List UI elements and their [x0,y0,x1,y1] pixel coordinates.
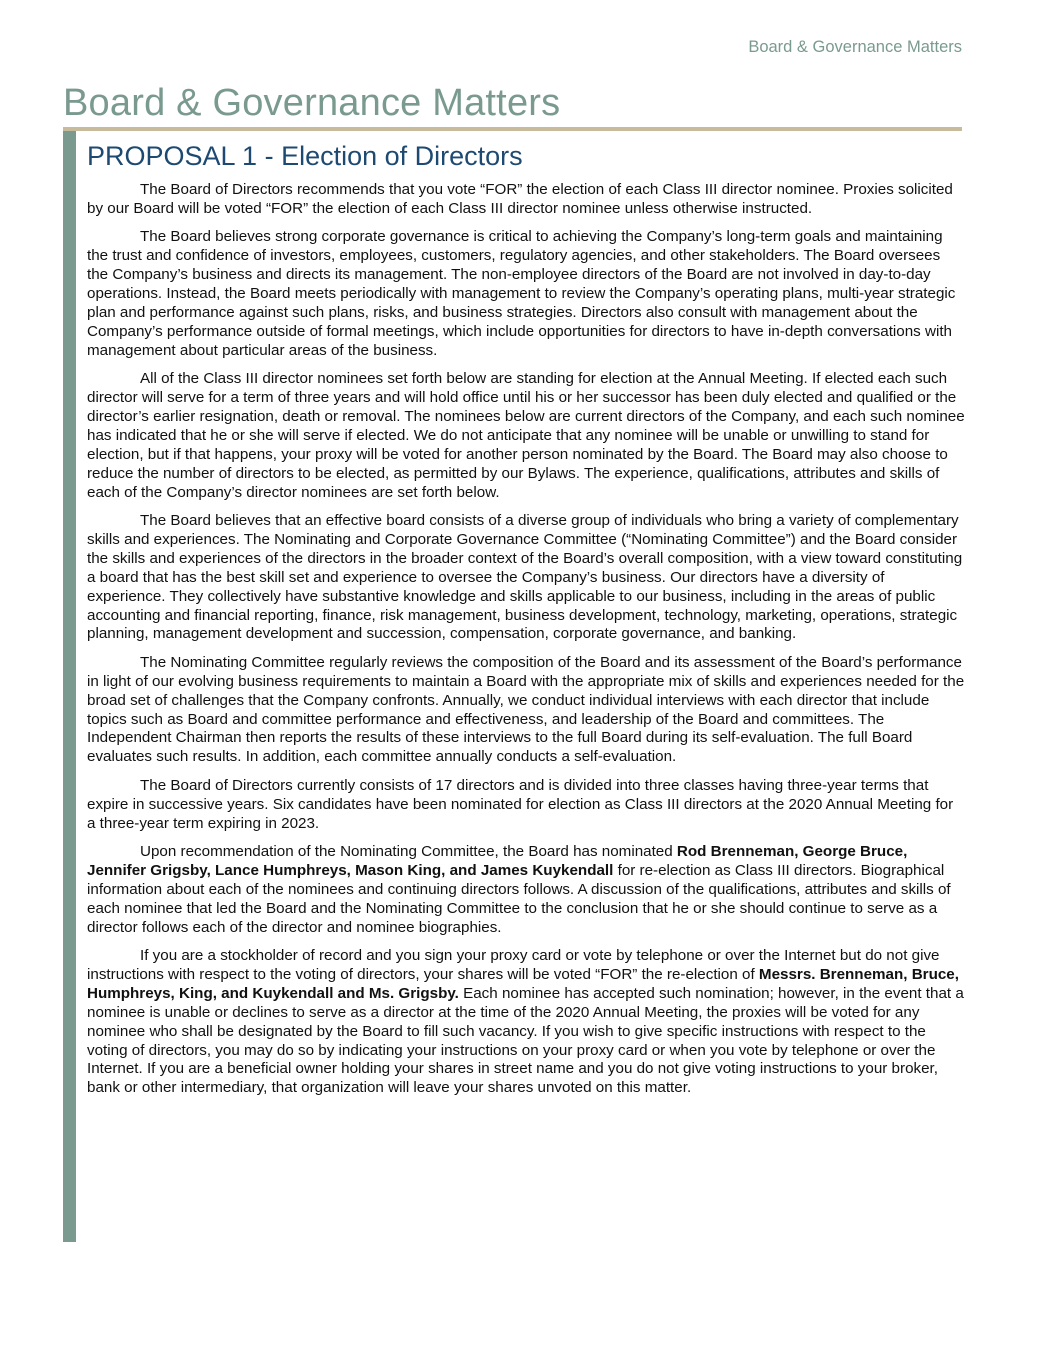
paragraph-class-iii-nominees: All of the Class III director nominees set forth below are standing for election at the Annual Meeting. If elected each such director will serve for a term of three years and will hold office until his or her successor has been duly elected and qualified or the director’s earlier resignation, death or removal. The nominees below are current directors of the Company, and each such nominee has indicated that he or she will serve if elected. We do not anticipate that any nominee will be unable or unwilling to stand for election, but if that happens, your proxy will be voted for another person nominated by the Board. The Board may also choose to reduce the number of directors to be elected, as permitted by our Bylaws. The experience, qualifications, attributes and skills of each of the Company’s director nominees are set forth below. [87,370,965,501]
paragraph-board-size: The Board of Directors currently consists of 17 directors and is divided into three classes having three-year terms that expire in successive years. Six candidates have been nominated for election as Class III directors at the 2020 Annual Meeting for a three-year term expiring in 2023. [87,776,954,832]
nominee-names: Rod Brenneman, George Bruce, Jennifer Grigsby, Lance Humphreys, Mason King, and James Kuykendall [87,843,908,879]
proxy-details-text: Each nominee has accepted such nomination; however, in the event that a nominee is unable or declines to serve as a director at the time of the 2020 Annual Meeting, the proxies will be voted for any nominee who shall be designated by the Board to fill such vacancy. If you wish to give specific instructions with respect to the voting of directors, you may do so by indicating your instructions on your proxy card or when you vote by telephone or over the Internet. If you are a beneficial owner holding your shares in street name and you do not give voting instructions to your broker, bank or other intermediary, that organization will leave your shares unvoted on this matter. [87,984,964,1097]
page-title: Board & Governance Matters [63,82,561,124]
section-accent-bar [63,131,76,1242]
proposal-section [87,141,965,1108]
paragraph-proxy-voting [87,947,965,1098]
proxy-nominee-names: Messrs. Brenneman, Bruce, Humphreys, King, and Kuykendall and Ms. Grigsby. [87,965,959,1002]
proposal-title: PROPOSAL 1 - Election of Directors [87,141,523,171]
running-header: Board & Governance Matters [748,38,962,56]
paragraph-governance: The Board believes strong corporate governance is critical to achieving the Company’s long-term goals and maintaining the trust and confidence of investors, employees, customers, regulatory agencies, and other stakeholders. The Board oversees the Company’s business and directs its management. The non-employee directors of the Board are not involved in day-to-day operations. Instead, the Board meets periodically with management to review the Company’s operating plans, multi-year strategic plan and performance against such plans, risks, and business strategies. Directors also consult with management about the Company’s performance outside of formal meetings, which include opportunities for directors to have in-depth conversations with management about particular areas of the business. [87,228,956,359]
nominees-intro-text: Upon recommendation of the Nominating Committee, the Board has nominated [140,843,677,860]
paragraph-nominating-committee: The Nominating Committee regularly reviews the composition of the Board and its assessment of the Board’s performance in light of our evolving business requirements to maintain a Board with the appropriate mix of skills and experiences needed for the broad set of challenges that the Company confronts. Annually, we conduct individual interviews with each director that include topics such as Board and committee performance and effectiveness, and leadership of the Board and committees. The Independent Chairman then reports the results of these interviews to the full Board during its self-evaluation. The full Board evaluates such results. In addition, each committee annually conducts a self-evaluation. [87,653,965,766]
title-divider [63,127,962,131]
proxy-intro-text: If you are a stockholder of record and you sign your proxy card or vote by telephone or over the Internet but do not give instructions with respect to the voting of directors, your shares will be voted “FOR” the re-election of [87,947,940,983]
nominees-description-text: for re-election as Class III directors. Biographical information about each of the nominees and continuing directors follows. A discussion of the qualifications, attributes and skills of each nominee that led the Board and the Nominating Committee to the conclusion that he or she should continue to serve as a director follows each of the director and nominee biographies. [87,861,951,936]
paragraph-board-composition: The Board believes that an effective board consists of a diverse group of individuals who bring a variety of complementary skills and experiences. The Nominating and Corporate Governance Committee (“Nominating Committee”) and the Board consider the skills and experiences of the directors in the broader context of the Board’s overall composition, with a view toward constituting a board that has the best skill set and experience to oversee the Company’s business. Our directors have a diversity of experience. They collectively have substantive knowledge and skills applicable to our business, including in the areas of public accounting and financial reporting, finance, risk management, business development, technology, marketing, operations, strategic planning, management development and succession, compensation, corporate governance, and banking. [87,512,963,643]
paragraph-nominees [87,843,965,938]
paragraph-recommendation: The Board of Directors recommends that you vote “FOR” the election of each Class III director nominee. Proxies solicited by our Board will be voted “FOR” the election of each Class III director nominee unless otherwise instructed. [87,181,953,217]
